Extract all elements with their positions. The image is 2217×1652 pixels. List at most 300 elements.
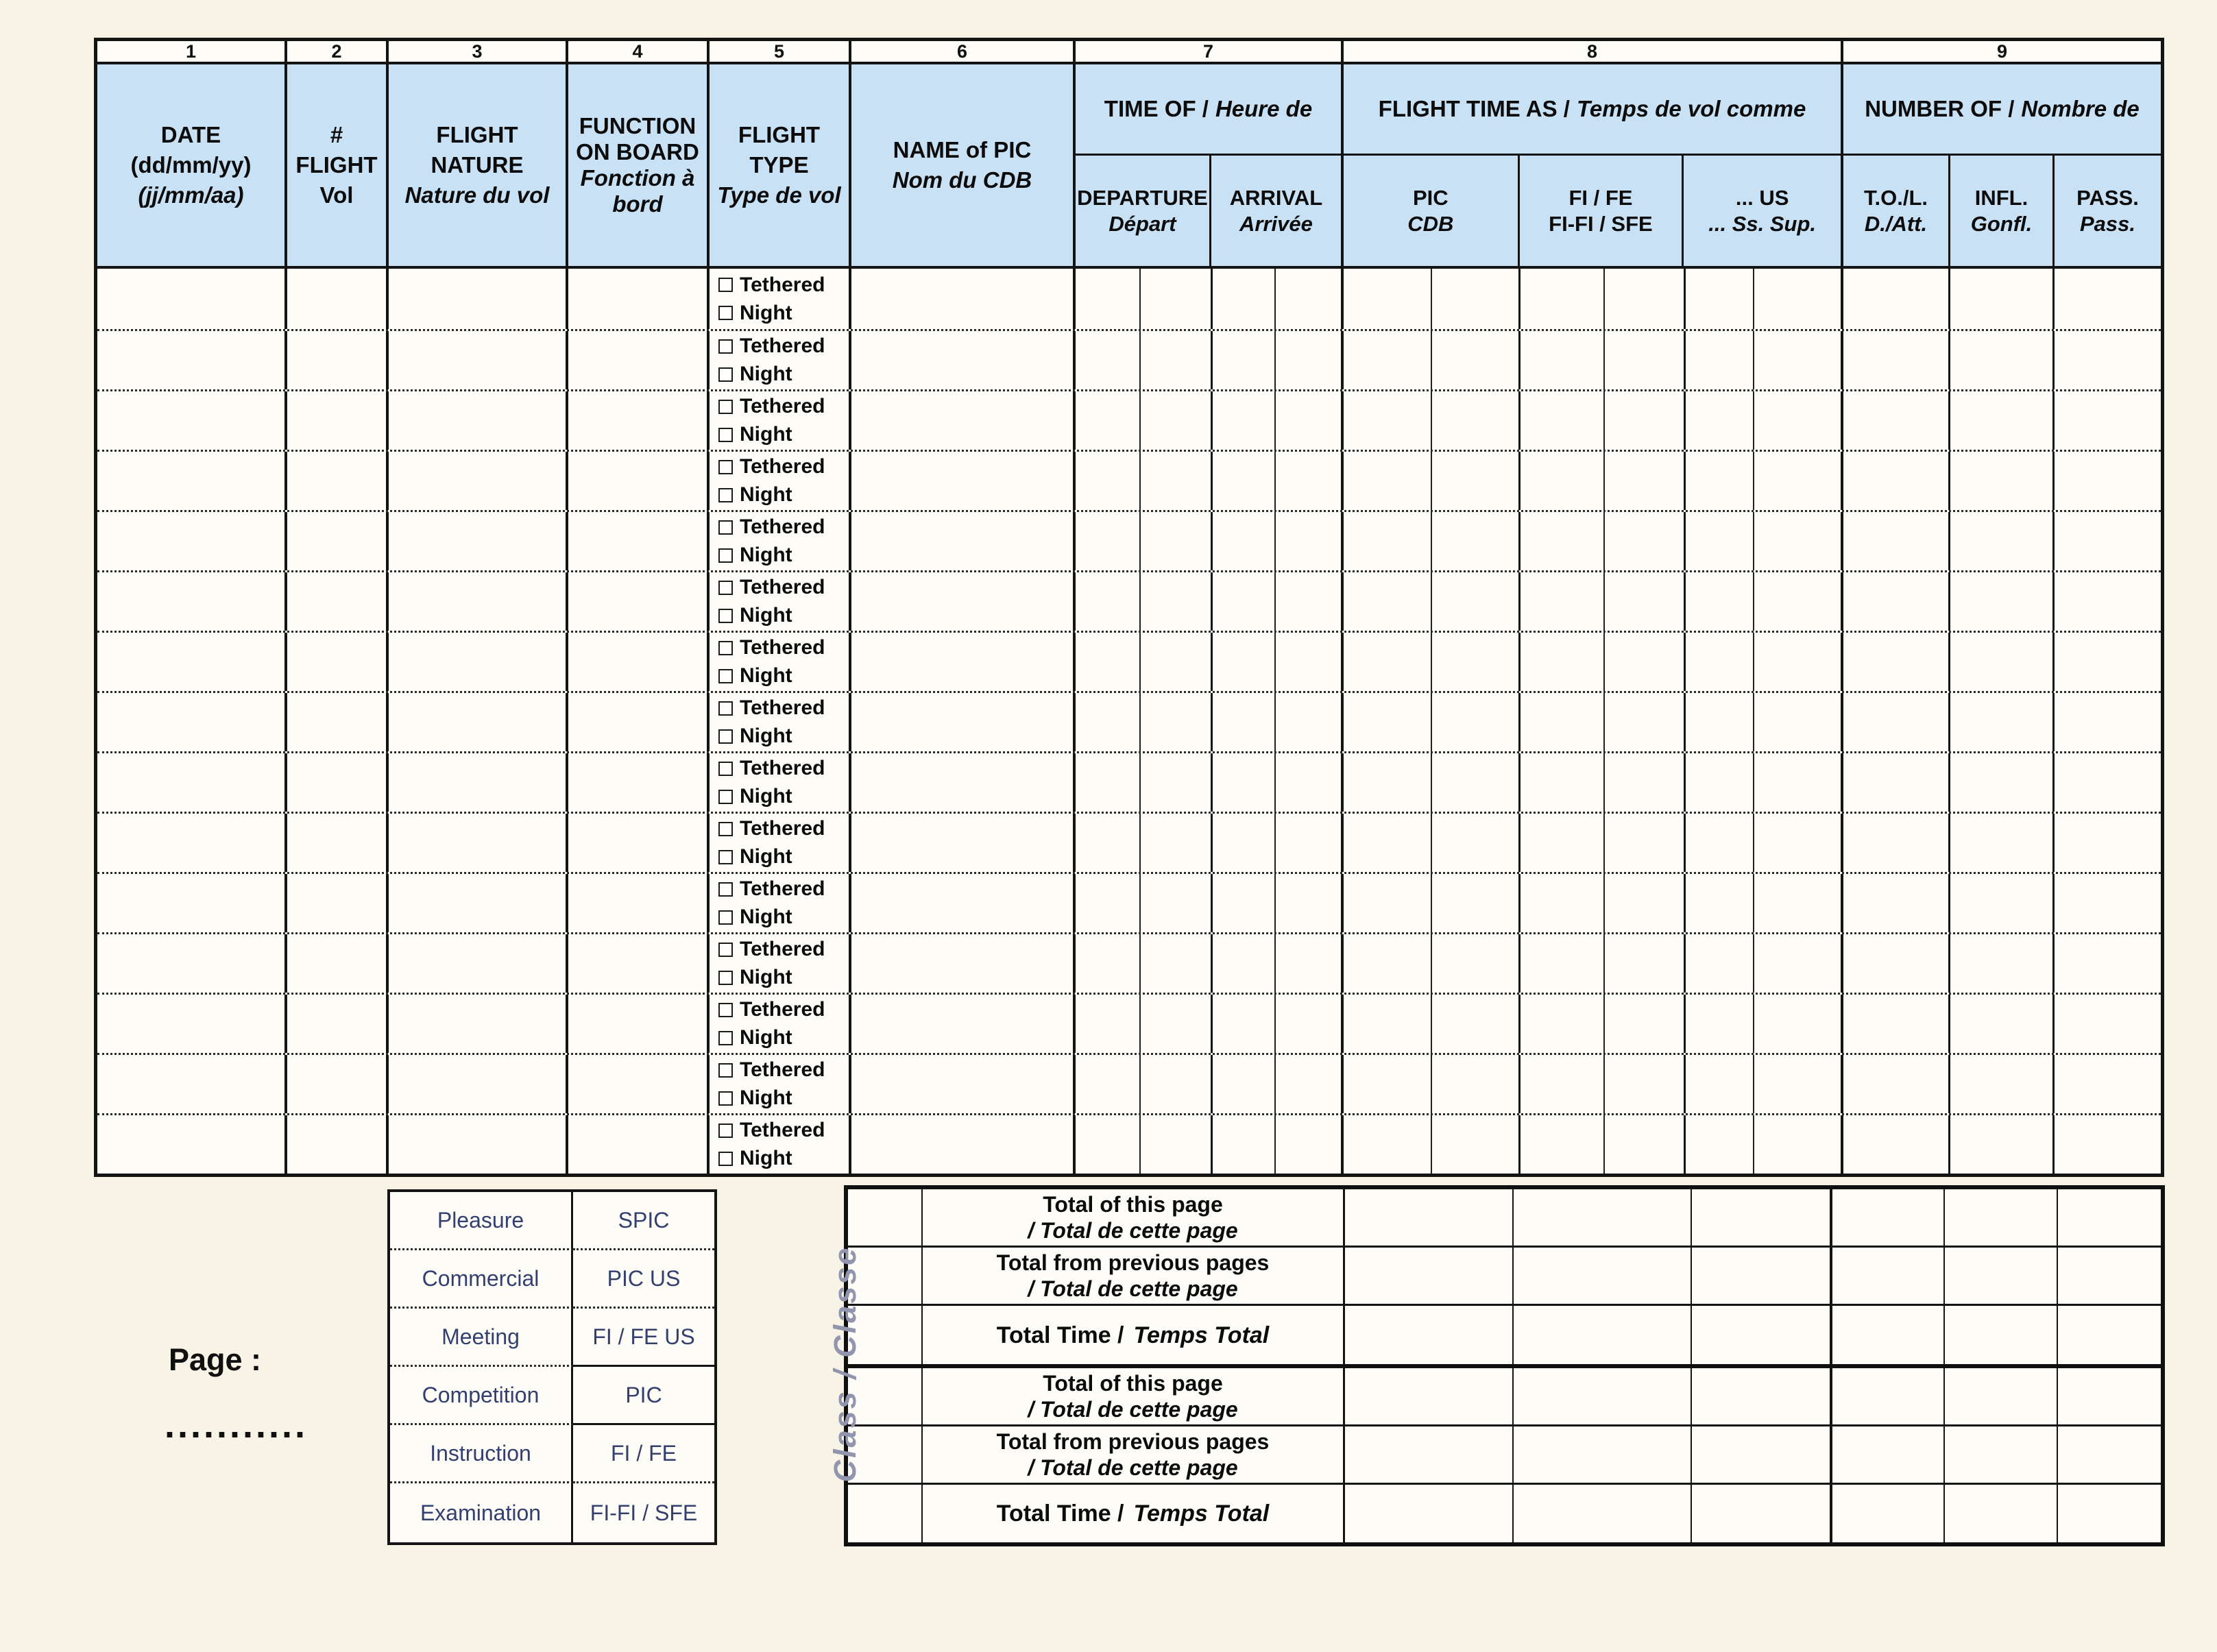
tethered-checkbox[interactable] [718, 460, 733, 474]
us-time-cell [1686, 391, 1843, 450]
arrival-time-cell [1213, 1055, 1344, 1113]
tol-count-cell [1843, 572, 1950, 631]
minute-subcell [1754, 452, 1841, 510]
hour-subcell [1521, 874, 1605, 932]
tethered-checkbox[interactable] [718, 762, 733, 776]
flight-nature-cell [389, 934, 568, 993]
date-cell [97, 331, 287, 389]
table-row [97, 329, 2161, 389]
fi-fe-time-cell [1521, 995, 1686, 1053]
totals-row [848, 1426, 2161, 1485]
fi-fe-time-cell [1521, 269, 1686, 329]
minute-subcell [1276, 995, 1341, 1053]
tol-count-cell [1843, 693, 1950, 751]
pic-time-cell [1344, 753, 1521, 812]
totals-box [844, 1185, 2165, 1546]
hour-subcell [1521, 814, 1605, 872]
function-cell [568, 995, 710, 1053]
header-text-fr: Type de vol [717, 182, 841, 208]
column-number-9 [1843, 41, 2161, 62]
total-tol-cell [1832, 1306, 1945, 1364]
header-text-fr: Gonfl. [1970, 211, 2033, 236]
header-text: TIME OF / [1104, 96, 1209, 121]
total-us-cell [1692, 1426, 1832, 1483]
header-group-flight-time-as [1344, 64, 1843, 266]
night-checkbox[interactable] [718, 971, 733, 985]
us-time-cell [1686, 693, 1843, 751]
header-arrival [1211, 156, 1341, 266]
arrival-time-cell [1213, 391, 1344, 450]
infl-count-cell [1950, 693, 2055, 751]
flight-type-cell [710, 391, 851, 450]
pic-name-cell [851, 753, 1076, 812]
column-number-label: 4 [632, 40, 643, 62]
us-time-cell [1686, 934, 1843, 993]
header-text: INFL. [1974, 185, 2028, 210]
pic-time-cell [1344, 572, 1521, 631]
minute-subcell [1432, 452, 1518, 510]
column-number-5 [710, 41, 851, 62]
tethered-checkbox[interactable] [718, 943, 733, 957]
tol-count-cell [1843, 814, 1950, 872]
tethered-label: Tethered [740, 576, 825, 598]
fi-fe-time-cell [1521, 814, 1686, 872]
total-infl-cell [1945, 1426, 2058, 1483]
tethered-option [710, 755, 849, 781]
night-checkbox[interactable] [718, 669, 733, 683]
pic-time-cell [1344, 1115, 1521, 1174]
minute-subcell [1141, 995, 1211, 1053]
legend-function-label: PIC US [607, 1265, 681, 1291]
minute-subcell [1432, 512, 1518, 570]
hour-subcell [1686, 814, 1754, 872]
night-checkbox[interactable] [718, 609, 733, 623]
legend-nature-label: Commercial [422, 1265, 540, 1291]
hour-subcell [1076, 391, 1141, 450]
group-label-time-of [1076, 64, 1341, 156]
pic-time-cell [1344, 693, 1521, 751]
minute-subcell [1754, 633, 1841, 691]
table-row [97, 812, 2161, 872]
minute-subcell [1754, 331, 1841, 389]
flight-number-cell [287, 633, 389, 691]
minute-subcell [1754, 995, 1841, 1053]
pic-time-cell [1344, 995, 1521, 1053]
hour-subcell [1213, 269, 1276, 329]
night-checkbox[interactable] [718, 1152, 733, 1166]
totals-row [848, 1189, 2161, 1248]
header-text: DEPARTURE [1077, 185, 1208, 210]
header-text-fr: Nature du vol [404, 182, 550, 208]
number-of-subheaders [1843, 156, 2161, 266]
function-cell [568, 572, 710, 631]
header-date [97, 64, 287, 266]
header-text: T.O./L. [1864, 185, 1928, 210]
tethered-checkbox[interactable] [718, 278, 733, 292]
flight-number-cell [287, 874, 389, 932]
us-time-cell [1686, 512, 1843, 570]
departure-time-cell [1076, 269, 1213, 329]
flight-nature-cell [389, 753, 568, 812]
table-row [97, 570, 2161, 631]
tol-count-cell [1843, 934, 1950, 993]
arrival-time-cell [1213, 753, 1344, 812]
hour-subcell [1521, 753, 1605, 812]
table-row [97, 751, 2161, 812]
header-departure [1076, 156, 1211, 266]
fi-fe-time-cell [1521, 572, 1686, 631]
departure-time-cell [1076, 753, 1213, 812]
tethered-checkbox[interactable] [718, 400, 733, 414]
minute-subcell [1605, 452, 1684, 510]
tethered-option [710, 936, 849, 962]
pic-name-cell [851, 269, 1076, 329]
date-cell [97, 633, 287, 691]
totals-label-en: Total of this page [1043, 1192, 1223, 1217]
tethered-checkbox[interactable] [718, 641, 733, 655]
totals-row [848, 1485, 2161, 1542]
totals-label-fr: / Total de cette page [1028, 1276, 1238, 1301]
flight-number-cell [287, 814, 389, 872]
tethered-checkbox[interactable] [718, 520, 733, 535]
minute-subcell [1754, 814, 1841, 872]
night-checkbox[interactable] [718, 910, 733, 925]
totals-label-fr: / Total de cette page [1028, 1455, 1238, 1480]
infl-count-cell [1950, 934, 2055, 993]
function-cell [568, 331, 710, 389]
column-numbers-row [97, 41, 2161, 64]
column-number-label: 1 [185, 40, 197, 62]
legend-function [573, 1192, 714, 1250]
flight-type-cell [710, 693, 851, 751]
minute-subcell [1605, 1115, 1684, 1174]
night-option [710, 542, 849, 568]
header-text: NUMBER OF / [1865, 96, 2015, 121]
arrival-time-cell [1213, 633, 1344, 691]
table-row [97, 1053, 2161, 1113]
tethered-checkbox[interactable] [718, 339, 733, 354]
column-number-3 [389, 41, 568, 62]
departure-time-cell [1076, 452, 1213, 510]
header-text-fr: Nom du CDB [892, 167, 1032, 193]
total-us-cell [1692, 1368, 1832, 1424]
column-number-6 [851, 41, 1076, 62]
tethered-option [710, 272, 849, 298]
night-checkbox[interactable] [718, 548, 733, 563]
pic-name-cell [851, 814, 1076, 872]
pic-time-cell [1344, 331, 1521, 389]
totals-block-class-2 [848, 1368, 2161, 1542]
infl-count-cell [1950, 269, 2055, 329]
tethered-checkbox[interactable] [718, 1063, 733, 1078]
date-cell [97, 814, 287, 872]
legend-function-label: FI / FE [611, 1440, 677, 1466]
infl-count-cell [1950, 1055, 2055, 1113]
minute-subcell [1276, 934, 1341, 993]
hour-subcell [1213, 331, 1276, 389]
pic-time-cell [1344, 1055, 1521, 1113]
hour-subcell [1521, 1115, 1605, 1174]
minute-subcell [1432, 331, 1518, 389]
totals-label-en: Total Time / [996, 1501, 1124, 1527]
minute-subcell [1276, 814, 1341, 872]
pic-time-cell [1344, 512, 1521, 570]
tethered-option [710, 333, 849, 359]
flight-type-cell [710, 934, 851, 993]
legend-nature [390, 1425, 573, 1483]
minute-subcell [1754, 934, 1841, 993]
flight-nature-cell [389, 814, 568, 872]
header-text: FI-FI / SFE [1549, 211, 1653, 236]
flight-type-cell [710, 633, 851, 691]
infl-count-cell [1950, 874, 2055, 932]
tethered-option [710, 514, 849, 540]
pic-time-cell [1344, 452, 1521, 510]
totals-label-en: Total from previous pages [996, 1429, 1270, 1454]
tethered-checkbox[interactable] [718, 581, 733, 595]
flight-number-cell [287, 1055, 389, 1113]
flight-number-cell [287, 512, 389, 570]
hour-subcell [1686, 1055, 1754, 1113]
flight-nature-cell [389, 331, 568, 389]
minute-subcell [1754, 269, 1841, 329]
date-cell [97, 1115, 287, 1174]
minute-subcell [1605, 934, 1684, 993]
flight-number-cell [287, 331, 389, 389]
table-row [97, 1113, 2161, 1174]
column-number-4 [568, 41, 710, 62]
flight-nature-function-legend [387, 1189, 717, 1545]
total-infl-cell [1945, 1248, 2058, 1304]
date-cell [97, 1055, 287, 1113]
total-pic-cell [1345, 1189, 1514, 1246]
table-body [97, 269, 2161, 1174]
minute-subcell [1432, 995, 1518, 1053]
pass-count-cell [2055, 452, 2161, 510]
minute-subcell [1754, 693, 1841, 751]
hour-subcell [1076, 693, 1141, 751]
hour-subcell [1213, 512, 1276, 570]
total-pass-cell [2058, 1485, 2161, 1542]
minute-subcell [1432, 633, 1518, 691]
departure-time-cell [1076, 512, 1213, 570]
minute-subcell [1141, 693, 1211, 751]
tol-count-cell [1843, 1115, 1950, 1174]
legend-row [390, 1192, 714, 1250]
date-cell [97, 995, 287, 1053]
flight-nature-cell [389, 452, 568, 510]
tol-count-cell [1843, 452, 1950, 510]
header-text-fr: Vol [319, 182, 354, 208]
night-label: Night [740, 363, 792, 385]
departure-time-cell [1076, 331, 1213, 389]
hour-subcell [1686, 693, 1754, 751]
minute-subcell [1432, 269, 1518, 329]
night-option [710, 784, 849, 810]
minute-subcell [1605, 753, 1684, 812]
header-text: DATE [160, 122, 221, 147]
tethered-option [710, 695, 849, 721]
tethered-label: Tethered [740, 757, 825, 779]
night-checkbox[interactable] [718, 729, 733, 744]
hour-subcell [1686, 1115, 1754, 1174]
totals-label-en: Total from previous pages [996, 1250, 1270, 1275]
legend-nature [390, 1192, 573, 1250]
arrival-time-cell [1213, 874, 1344, 932]
total-fi-fe-cell [1514, 1368, 1692, 1424]
flight-type-cell [710, 1055, 851, 1113]
minute-subcell [1276, 391, 1341, 450]
flight-nature-cell [389, 874, 568, 932]
header-text-fr: Arrivée [1239, 211, 1313, 236]
table-row [97, 932, 2161, 993]
infl-count-cell [1950, 331, 2055, 389]
total-pass-cell [2058, 1368, 2161, 1424]
night-label: Night [740, 1026, 792, 1049]
minute-subcell [1276, 331, 1341, 389]
fi-fe-time-cell [1521, 633, 1686, 691]
pic-name-cell [851, 572, 1076, 631]
pass-count-cell [2055, 814, 2161, 872]
minute-subcell [1432, 1055, 1518, 1113]
us-time-cell [1686, 572, 1843, 631]
minute-subcell [1276, 1055, 1341, 1113]
hour-subcell [1686, 633, 1754, 691]
night-checkbox[interactable] [718, 850, 733, 864]
pass-count-cell [2055, 934, 2161, 993]
minute-subcell [1605, 874, 1684, 932]
hour-subcell [1213, 1055, 1276, 1113]
pic-name-cell [851, 1055, 1076, 1113]
flight-type-cell [710, 995, 851, 1053]
night-checkbox[interactable] [718, 488, 733, 502]
arrival-time-cell [1213, 1115, 1344, 1174]
tethered-checkbox[interactable] [718, 701, 733, 716]
header-infl [1950, 156, 2055, 266]
tethered-checkbox[interactable] [718, 1123, 733, 1138]
totals-label-fr: / Total de cette page [1028, 1218, 1238, 1243]
minute-subcell [1276, 753, 1341, 812]
minute-subcell [1605, 995, 1684, 1053]
night-label: Night [740, 845, 792, 868]
tethered-checkbox[interactable] [718, 882, 733, 897]
night-checkbox[interactable] [718, 367, 733, 382]
hour-subcell [1076, 753, 1141, 812]
night-checkbox[interactable] [718, 1031, 733, 1045]
hour-subcell [1686, 874, 1754, 932]
night-option [710, 482, 849, 508]
header-text-fr: Départ [1108, 211, 1176, 236]
us-time-cell [1686, 633, 1843, 691]
hour-subcell [1213, 391, 1276, 450]
night-checkbox[interactable] [718, 790, 733, 804]
flight-type-cell [710, 1115, 851, 1174]
infl-count-cell [1950, 814, 2055, 872]
header-text-fr: Temps de vol comme [1576, 96, 1806, 121]
hour-subcell [1521, 995, 1605, 1053]
hour-subcell [1686, 391, 1754, 450]
header-us [1684, 156, 1841, 266]
departure-time-cell [1076, 874, 1213, 932]
arrival-time-cell [1213, 814, 1344, 872]
total-tol-cell [1832, 1368, 1945, 1424]
night-option [710, 300, 849, 326]
total-us-cell [1692, 1306, 1832, 1364]
us-time-cell [1686, 814, 1843, 872]
minute-subcell [1754, 1055, 1841, 1113]
time-of-subheaders [1076, 156, 1341, 266]
legend-row [390, 1367, 714, 1425]
fi-fe-time-cell [1521, 753, 1686, 812]
minute-subcell [1432, 1115, 1518, 1174]
legend-nature-label: Pleasure [437, 1207, 524, 1232]
minute-subcell [1141, 512, 1211, 570]
function-cell [568, 452, 710, 510]
legend-function [573, 1250, 714, 1309]
header-text: FUNCTION [579, 113, 696, 138]
date-cell [97, 452, 287, 510]
hour-subcell [1344, 995, 1432, 1053]
date-cell [97, 874, 287, 932]
hour-subcell [1213, 572, 1276, 631]
legend-nature [390, 1250, 573, 1309]
tol-count-cell [1843, 391, 1950, 450]
night-checkbox[interactable] [718, 306, 733, 320]
minute-subcell [1276, 874, 1341, 932]
header-text-fr: Heure de [1215, 96, 1313, 121]
date-cell [97, 572, 287, 631]
us-time-cell [1686, 331, 1843, 389]
night-checkbox[interactable] [718, 1091, 733, 1106]
hour-subcell [1344, 512, 1432, 570]
total-pic-cell [1345, 1485, 1514, 1542]
night-label: Night [740, 1147, 792, 1169]
total-pass-cell [2058, 1426, 2161, 1483]
night-label: Night [740, 604, 792, 627]
arrival-time-cell [1213, 995, 1344, 1053]
date-cell [97, 391, 287, 450]
header-text-fr: Pass. [2079, 211, 2135, 236]
night-label: Night [740, 1086, 792, 1109]
legend-row [390, 1425, 714, 1483]
night-label: Night [740, 906, 792, 928]
minute-subcell [1276, 572, 1341, 631]
header-text: ARRIVAL [1229, 185, 1323, 210]
night-label: Night [740, 785, 792, 807]
total-tol-cell [1832, 1248, 1945, 1304]
fi-fe-time-cell [1521, 1115, 1686, 1174]
hour-subcell [1344, 633, 1432, 691]
departure-time-cell [1076, 1055, 1213, 1113]
us-time-cell [1686, 753, 1843, 812]
legend-row [390, 1250, 714, 1309]
night-option [710, 844, 849, 870]
header-text-fr: bord [612, 191, 663, 217]
departure-time-cell [1076, 572, 1213, 631]
header-flight-type [710, 64, 851, 266]
totals-label-en: Total Time / [996, 1322, 1124, 1348]
flight-number-cell [287, 753, 389, 812]
tethered-checkbox[interactable] [718, 1003, 733, 1017]
legend-nature [390, 1367, 573, 1425]
night-option [710, 904, 849, 930]
pic-name-cell [851, 934, 1076, 993]
tethered-checkbox[interactable] [718, 822, 733, 836]
night-checkbox[interactable] [718, 428, 733, 442]
total-us-cell [1692, 1248, 1832, 1304]
legend-nature-label: Examination [420, 1500, 542, 1525]
flight-number-cell [287, 693, 389, 751]
